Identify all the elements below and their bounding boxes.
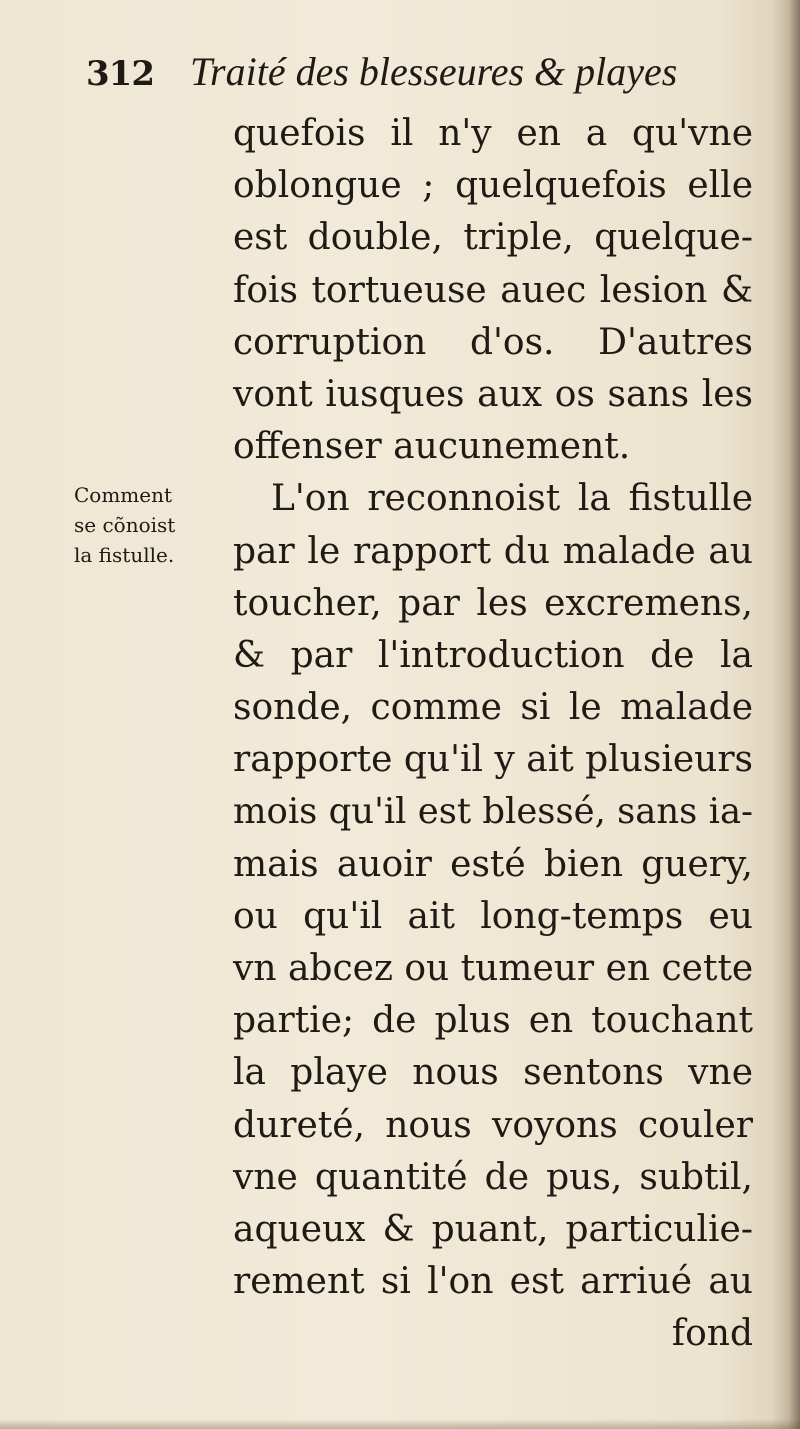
text-line: toucher, par les excremens,: [233, 582, 753, 624]
marginal-note-line: Comment: [74, 483, 173, 507]
text-line: quefois il n'y en a qu'vne: [233, 113, 753, 154]
text-line: mois qu'il est blessé, sans ia-: [233, 791, 753, 833]
running-title: Traité des blesseures & playes: [189, 49, 678, 94]
text-line: ou qu'il ait long-temps eu: [233, 895, 753, 937]
page-bottom-edge: [0, 1419, 800, 1429]
text-line: par le rapport du malade au: [233, 530, 753, 572]
marginal-note-line: se cõnoist: [74, 513, 176, 537]
text-line: rapporte qu'il y ait plusieurs: [233, 739, 754, 781]
catchword: fond: [671, 1313, 753, 1355]
text-line: fois tortueuse auec lesion &: [233, 269, 753, 311]
page-header: [86, 48, 677, 108]
body-text: [233, 108, 753, 1361]
text-line: offenser aucunement.: [233, 426, 631, 468]
text-line: vn abcez ou tumeur en cette: [233, 948, 754, 989]
text-line: rement si l'on est arriué au: [233, 1261, 753, 1303]
page-number: 312: [86, 54, 154, 94]
text-line: oblongue ; quelquefois elle: [233, 165, 753, 207]
text-line: L'on reconnoist la fistulle: [271, 478, 753, 520]
text-line: vont iusques aux os sans les: [233, 373, 753, 415]
text-line: dureté, nous voyons couler: [233, 1104, 753, 1146]
text-line: & par l'introduction de la: [233, 634, 753, 676]
text-line: vne quantité de pus, subtil,: [233, 1156, 753, 1198]
text-line: aqueux & puant, particulie-: [233, 1208, 753, 1250]
text-line: sonde, comme si le malade: [233, 687, 753, 729]
page-gutter-shadow: [772, 0, 800, 1429]
marginal-note-line: la fistulle.: [74, 543, 175, 567]
text-line: corruption d'os. D'autres: [233, 321, 753, 363]
marginal-note: [74, 480, 234, 570]
text-line: partie; de plus en touchant: [233, 1000, 753, 1042]
text-line: est double, triple, quelque-: [233, 217, 753, 259]
text-line: la playe nous sentons vne: [233, 1052, 753, 1094]
text-line: mais auoir esté bien guery,: [233, 843, 753, 885]
